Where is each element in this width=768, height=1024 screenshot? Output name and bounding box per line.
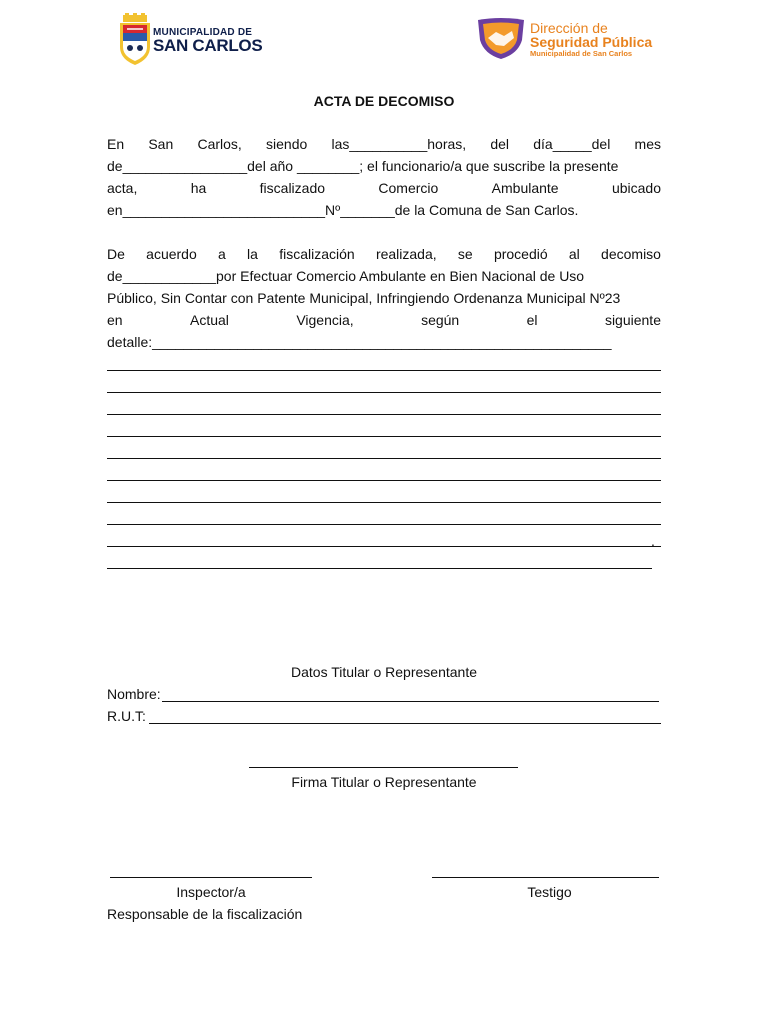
paragraph-1-line-1 — [107, 133, 661, 155]
blank-line — [107, 393, 661, 415]
testigo-label: Testigo — [527, 884, 572, 900]
blank-line — [107, 459, 661, 481]
blank-line — [107, 339, 661, 371]
word: a — [218, 246, 226, 262]
word: del — [490, 136, 510, 152]
paragraph-1-line-2: de________________del año ________; el funcionario/a que suscribe la presente — [107, 158, 619, 174]
paragraph-2-line-5: detalle:___________________________________________________________ — [107, 334, 612, 350]
word: Ambulante — [491, 180, 559, 196]
word: según — [421, 312, 460, 328]
logo-text-municipalidad: Municipalidad de San Carlos — [530, 49, 633, 58]
titular-signature-line — [249, 767, 518, 768]
paragraph-2 — [107, 243, 661, 353]
word: ha — [190, 180, 207, 196]
nombre-label: Nombre: — [107, 686, 161, 702]
word: Carlos, — [197, 136, 242, 152]
blank-line — [107, 525, 661, 547]
word: ubicado — [611, 180, 661, 196]
logo-text-main: SAN CARLOS — [153, 36, 263, 55]
shield-handshake-icon — [474, 16, 528, 60]
word: el — [526, 312, 538, 328]
rut-blank-line — [149, 723, 661, 724]
paragraph-2-line-4 — [107, 309, 661, 331]
nombre-field — [107, 686, 161, 702]
word: decomiso — [601, 246, 661, 262]
word: procedió — [493, 246, 548, 262]
municipal-crest-icon — [115, 13, 155, 67]
word: Vigencia, — [296, 312, 354, 328]
logo-text-seguridad: Seguridad Pública — [530, 34, 653, 50]
detail-end-mark: . — [651, 533, 655, 549]
paragraph-2-line-1 — [107, 243, 661, 265]
paragraph-1 — [107, 133, 661, 221]
word: En — [107, 136, 125, 152]
blank-line — [107, 371, 661, 393]
word: en — [107, 312, 123, 328]
paragraph-2-line-3: Público, Sin Contar con Patente Municipal, Infringiendo Ordenanza Municipal Nº23 — [107, 290, 621, 306]
blank-line — [107, 481, 661, 503]
document-title: ACTA DE DECOMISO — [313, 93, 455, 109]
municipalidad-logo — [115, 13, 275, 67]
word: las__________horas, — [331, 136, 467, 152]
blank-line — [107, 415, 661, 437]
titular-heading: Datos Titular o Representante — [291, 664, 477, 680]
blank-line — [107, 547, 652, 569]
word: De — [107, 246, 125, 262]
word: Comercio — [378, 180, 439, 196]
word: siendo — [266, 136, 308, 152]
logo-text-top: MUNICIPALIDAD DE — [153, 27, 253, 38]
firma-titular-label: Firma Titular o Representante — [291, 774, 477, 790]
testigo-signature-line — [432, 877, 659, 878]
word: fiscalizado — [259, 180, 326, 196]
word: realizada, — [375, 246, 437, 262]
inspector-label: Inspector/a — [176, 884, 246, 900]
word: la — [247, 246, 258, 262]
responsable-label: Responsable de la fiscalización — [107, 906, 303, 922]
logo-text-direccion: Dirección de — [530, 20, 608, 36]
paragraph-1-line-4: en__________________________Nº_______de la Comuna de San Carlos. — [107, 202, 579, 218]
word: mes — [634, 136, 661, 152]
word: acta, — [107, 180, 138, 196]
blank-line — [107, 437, 661, 459]
word: al — [568, 246, 580, 262]
nombre-blank-line — [162, 701, 659, 702]
paragraph-2-line-2: de____________por Efectuar Comercio Ambulante en Bien Nacional de Uso — [107, 268, 585, 284]
detail-blank-lines — [107, 339, 661, 569]
paragraph-1-line-3 — [107, 177, 661, 199]
word: siguiente — [604, 312, 661, 328]
word: fiscalización — [279, 246, 355, 262]
inspector-signature-line — [110, 877, 312, 878]
word: día_____del — [533, 136, 611, 152]
seguridad-publica-logo — [474, 16, 664, 60]
word: se — [457, 246, 473, 262]
word: acuerdo — [146, 246, 197, 262]
rut-label: R.U.T: — [107, 708, 146, 724]
blank-line — [107, 503, 661, 525]
word: San — [148, 136, 174, 152]
word: Actual — [189, 312, 229, 328]
rut-field — [107, 708, 146, 724]
